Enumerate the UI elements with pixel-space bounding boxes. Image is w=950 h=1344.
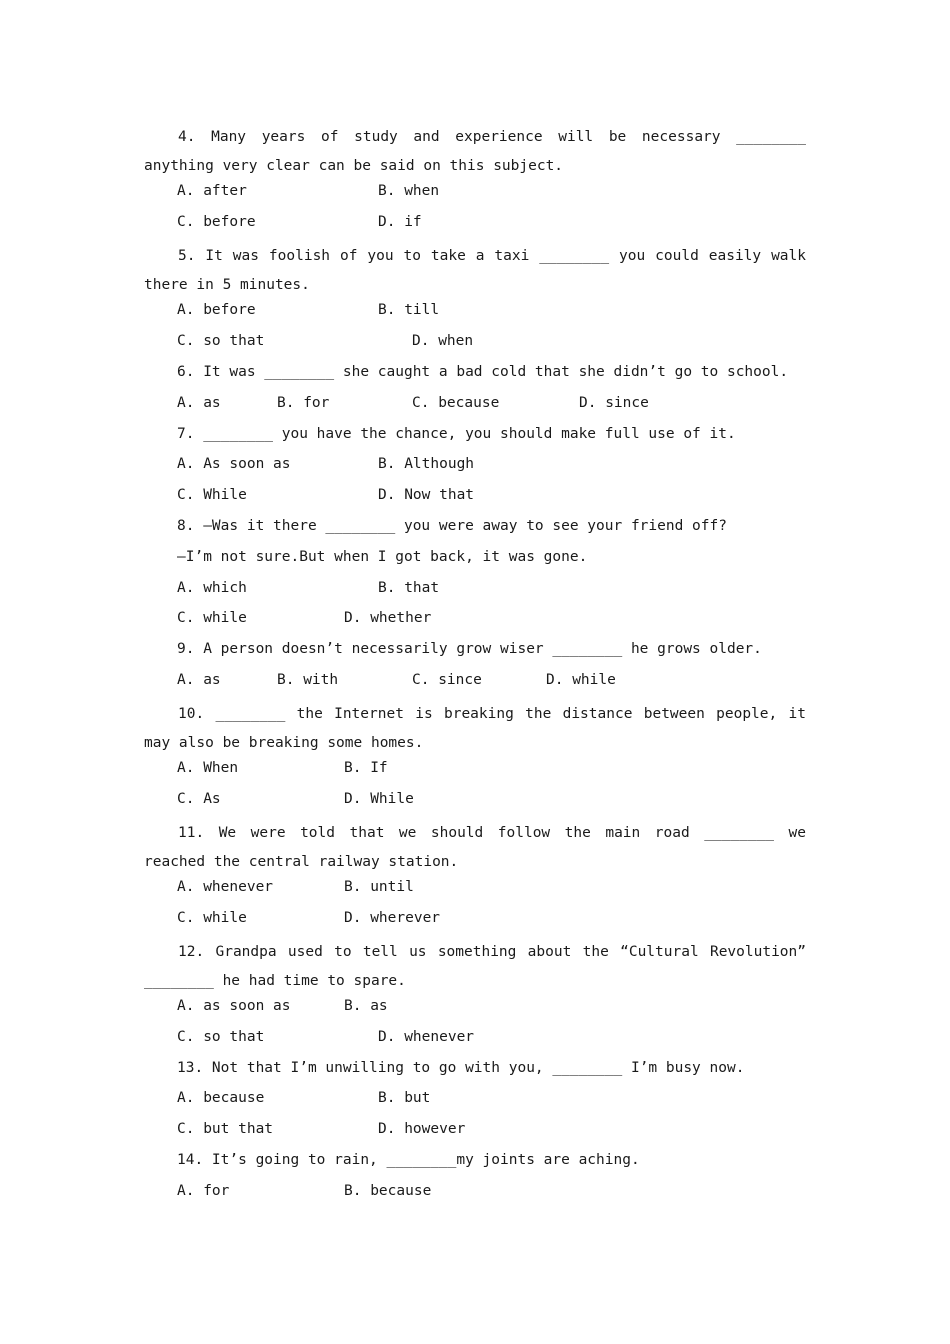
question-9-stem: 9. A person doesn’t necessarily grow wiser ________ he grows older.: [177, 641, 762, 657]
question-7-option-a: A. As soon as: [177, 456, 291, 472]
question-7-option-c: C. While: [177, 487, 247, 503]
question-11-stem: 11. We were told that we should follow the main road ________ we reached the central railway station.: [144, 825, 806, 870]
question-4-option-a: A. after: [177, 183, 247, 199]
question-8-option-c: C. while: [177, 610, 247, 626]
question-5-option-b: B. till: [378, 302, 440, 318]
question-13-option-c: C. but that: [177, 1121, 274, 1137]
question-7-stem: 7. ________ you have the chance, you should make full use of it.: [177, 426, 736, 442]
question-5-option-a: A. before: [177, 302, 256, 318]
question-10-option-a: A. When: [177, 760, 239, 776]
question-5-option-d: D. when: [412, 333, 474, 349]
question-12-option-c: C. so that: [177, 1029, 265, 1045]
question-8-option-b: B. that: [378, 580, 440, 596]
question-10-stem: 10. ________ the Internet is breaking the distance between people, it may also be breaking some homes.: [144, 706, 806, 751]
question-9-option-a: A. as: [177, 672, 221, 688]
question-8-stem: 8. —Was it there ________ you were away to see your friend off?: [177, 518, 727, 534]
question-9-option-c: C. since: [412, 672, 482, 688]
question-4-stem: 4. Many years of study and experience will be necessary ________ anything very clear can be said on this subject.: [144, 129, 806, 174]
question-11-option-a: A. whenever: [177, 879, 274, 895]
question-5-stem: 5. It was foolish of you to take a taxi ________ you could easily walk there in 5 minutes.: [144, 248, 806, 293]
question-13-option-a: A. because: [177, 1090, 265, 1106]
question-6-option-a: A. as: [177, 395, 221, 411]
question-13-option-d: D. however: [378, 1121, 466, 1137]
question-11-option-d: D. wherever: [344, 910, 441, 926]
question-10-option-b: B. If: [344, 760, 388, 776]
question-6-option-b: B. for: [277, 395, 330, 411]
question-12-option-b: B. as: [344, 998, 388, 1014]
question-13-option-b: B. but: [378, 1090, 431, 1106]
question-12-option-a: A. as soon as: [177, 998, 291, 1014]
question-6-option-d: D. since: [579, 395, 649, 411]
question-10-option-d: D. While: [344, 791, 414, 807]
question-8-option-a: A. which: [177, 580, 247, 596]
question-4-option-b: B. when: [378, 183, 440, 199]
question-11-option-b: B. until: [344, 879, 414, 895]
question-4-option-c: C. before: [177, 214, 256, 230]
question-8-option-d: D. whether: [344, 610, 432, 626]
question-4-option-d: D. if: [378, 214, 422, 230]
question-9-option-b: B. with: [277, 672, 339, 688]
question-14-stem: 14. It’s going to rain, ________my joints are aching.: [177, 1152, 640, 1168]
question-8-stem-reply: —I’m not sure.But when I got back, it was gone.: [177, 549, 588, 565]
question-9-option-d: D. while: [546, 672, 616, 688]
question-6-option-c: C. because: [412, 395, 500, 411]
question-12-stem: 12. Grandpa used to tell us something about the “Cultural Revolution” ________ he had time to spare.: [144, 944, 806, 989]
question-13-stem: 13. Not that I’m unwilling to go with you, ________ I’m busy now.: [177, 1060, 745, 1076]
question-10-option-c: C. As: [177, 791, 221, 807]
question-11-option-c: C. while: [177, 910, 247, 926]
question-7-option-b: B. Although: [378, 456, 475, 472]
question-6-stem: 6. It was ________ she caught a bad cold that she didn’t go to school.: [177, 364, 789, 380]
question-5-option-c: C. so that: [177, 333, 265, 349]
question-14-option-b: B. because: [344, 1183, 432, 1199]
question-14-option-a: A. for: [177, 1183, 230, 1199]
question-7-option-d: D. Now that: [378, 487, 475, 503]
question-12-option-d: D. whenever: [378, 1029, 475, 1045]
